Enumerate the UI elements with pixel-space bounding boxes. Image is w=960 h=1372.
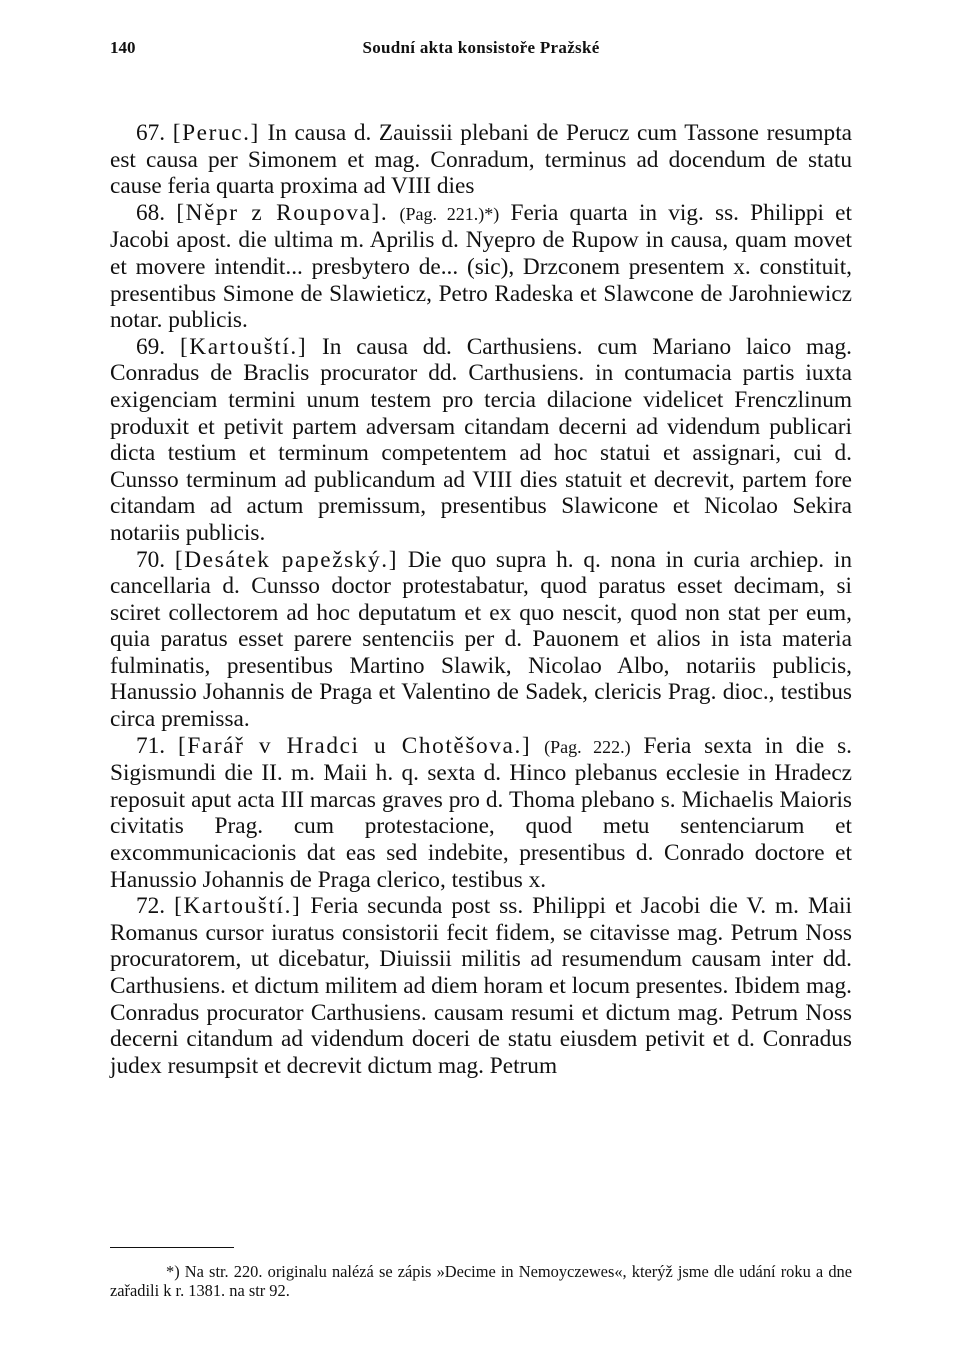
footnote-divider: [110, 1247, 234, 1248]
entry-71: [110, 733, 852, 894]
entry-number: 67.: [136, 120, 166, 146]
entry-heading: [Něpr z Roupova].: [176, 199, 389, 226]
page-reference: (Pag. 222.): [544, 736, 631, 757]
entry-68: [110, 200, 852, 334]
entry-heading: [Kartouští.]: [174, 893, 302, 920]
entry-text: Die quo supra h. q. nona in curia archiep. in cancellaria d. Cunsso doctor protestabatur, quod paratus esset decimam, si sciret collectorem ad hoc deputatum et ex quo nescit, quod non stat per eum, quia paratus esset parere sentenciis per d. Pauonem et alios in ista materia fulminatis, presentibus Martino Slawik, Nicolao Albo, notariis publicis, Hanussio Johannis de Praga et Valentino de Sadek, clericis Prag. dioc., testibus circa premissa.: [110, 546, 852, 733]
entry-number: 72.: [136, 893, 166, 920]
entry-heading: [Peruc.]: [172, 120, 260, 146]
document-page: [110, 30, 852, 1079]
entry-text: Feria quarta in vig. ss. Philippi et Jacobi apost. die ultima m. Aprilis d. Nyepro de Rupow in causa, quam movet et movere intendit... presbytero de... (sic), Drzconem presentem x. constituit, presentibus Simone de Slawieticz, Petro Radeska et Slawcone de Jarohniewicz notar. publicis.: [110, 199, 852, 334]
entry-number: 69.: [136, 333, 166, 360]
entry-heading: [Farář v Hradci u Chotěšova.]: [177, 732, 532, 759]
entry-72: [110, 893, 852, 1079]
entry-67: [110, 120, 852, 200]
entry-number: 71.: [136, 732, 166, 759]
entry-number: 68.: [136, 199, 166, 226]
footnote-text: *) Na str. 220. originalu nalézá se zápis »Decime in Nemoyczewes«, kterýž jsme dle udání roku a dne zařadili k r. 1381. na str 92.: [110, 1262, 852, 1300]
page-reference: (Pag. 221.)*): [399, 203, 500, 224]
entry-text: Feria secunda post ss. Philippi et Jacobi die V. m. Maii Romanus cursor iuratus consistorii fecit fidem, se citavisse mag. Petrum Noss procuratorem, ut dicebatur, Diuissii militis ad resumendum causam inter dd. Carthusiens. et dictum militem ad diem horam et locum presentes. Ibidem mag. Conradus procurator Carthusiens. causam resumi et dictum mag. Petrum Noss decerni citandum ad videndum doceri de statu eiusdem petivit et d. Conradus judex resumpsit et decrevit dictum mag. Petrum: [110, 893, 852, 1079]
entry-69: [110, 334, 852, 547]
entry-number: 70.: [136, 546, 166, 573]
entry-70: [110, 547, 852, 733]
entry-text: In causa d. Zauissii plebani de Perucz cum Tassone resumpta est causa per Simonem et mag. Conradum, terminus ad docendum de statu cause feria quarta proxima ad VIII dies: [110, 120, 853, 200]
page-header: [110, 30, 852, 64]
entry-text: Feria sexta in die s. Sigismundi die II. m. Maii h. q. sexta d. Hinco plebanus ecclesie in Hradecz reposuit aput acta III marcas graves pro d. Thoma plebano s. Michaelis Maioris civitatis Prag. cum protestacione, quod metu sentenciarum et excommunicacionis dat eas sed indebite, presentibus d. Conrado doctore et Hanussio Johannis de Praga clerico, testibus x.: [110, 732, 852, 893]
entry-heading: [Kartouští.]: [179, 333, 308, 360]
page-number: 140: [110, 38, 136, 57]
entry-text: In causa dd. Carthusiens. cum Mariano laico mag. Conradus de Braclis procurator dd. Carthusiens. in contumacia partis iuxta exigenciam termini unum testem pro tercia dilacione videlicet Frenczlinum produxit et petivit partem adversam citandam decerni ad videndum publicari dicta testium et terminum competentem ad hoc statui et assignari, cui d. Cunsso terminum ad publicandum ad VIII dies statuit et decrevit, partem fore citandam ad actum premissum, presentibus Slawicone et Nicolao Sekira notariis publicis.: [110, 333, 852, 546]
footnote: [110, 1262, 852, 1300]
running-title: Soudní akta konsistoře Pražské: [362, 38, 600, 57]
body-text: [110, 120, 852, 1079]
entry-heading: [Desátek papežský.]: [174, 546, 399, 573]
